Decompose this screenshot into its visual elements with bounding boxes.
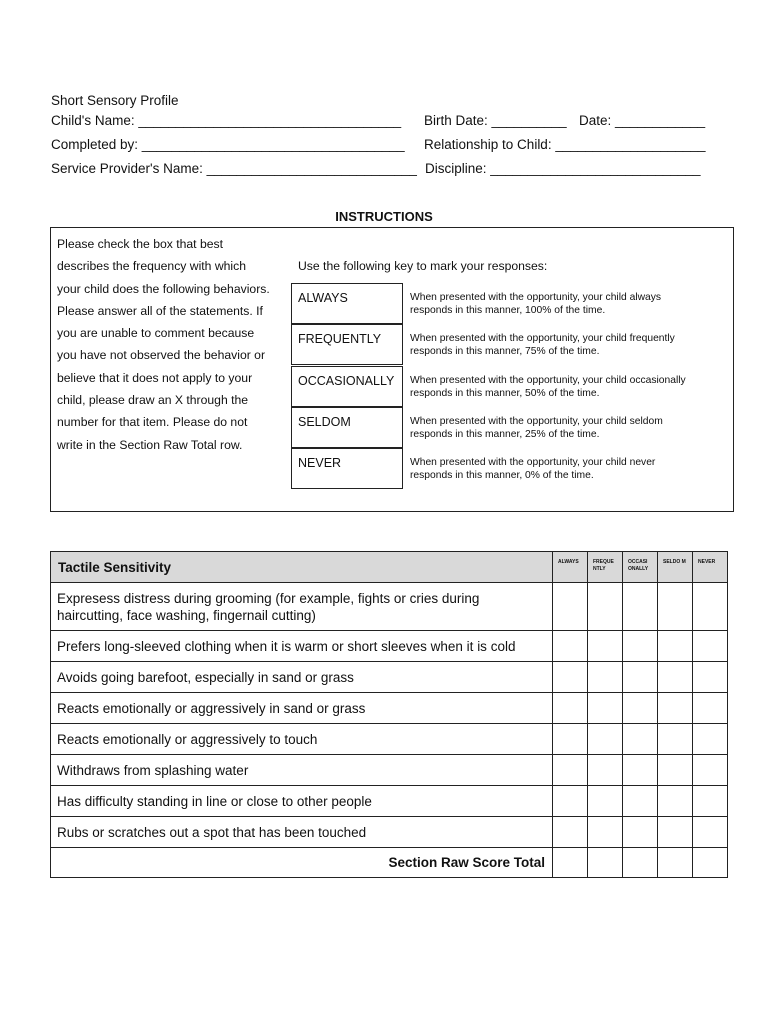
instructions-text — [57, 233, 282, 456]
response-checkbox[interactable] — [693, 817, 728, 848]
form-title: Short Sensory Profile — [51, 93, 179, 108]
response-checkbox[interactable] — [623, 662, 658, 693]
date-field[interactable]: Date: ____________ — [579, 113, 706, 128]
response-checkbox[interactable] — [588, 583, 623, 631]
instructions-line: number for that item. Please do not — [57, 415, 248, 430]
response-checkbox[interactable] — [693, 583, 728, 631]
table-header-row — [51, 552, 728, 583]
response-checkbox[interactable] — [623, 724, 658, 755]
total-cell — [553, 848, 588, 878]
response-checkbox[interactable] — [658, 724, 693, 755]
instructions-line: you are unable to comment because — [57, 326, 255, 341]
total-cell — [693, 848, 728, 878]
instructions-line: describes the frequency with which — [57, 259, 247, 274]
instructions-line: Please answer all of the statements. If — [57, 303, 263, 318]
response-checkbox[interactable] — [658, 662, 693, 693]
instructions-line: believe that it does not apply to your — [57, 370, 253, 385]
response-checkbox[interactable] — [693, 724, 728, 755]
key-description: When presented with the opportunity, your child frequently responds in this manner, 75% of the time. — [410, 333, 675, 357]
key-row-seldom — [291, 407, 711, 448]
key-label: NEVER — [291, 448, 403, 489]
response-checkbox[interactable] — [553, 786, 588, 817]
key-label: ALWAYS — [291, 283, 403, 324]
response-checkbox[interactable] — [623, 583, 658, 631]
instructions-box — [50, 227, 734, 512]
response-checkbox[interactable] — [623, 631, 658, 662]
instructions-line: child, please draw an X through the — [57, 393, 249, 408]
column-header-occasionally: OCCASI ONALLY — [623, 552, 658, 583]
item-text: Rubs or scratches out a spot that has been touched — [51, 817, 553, 848]
key-description: When presented with the opportunity, your child always responds in this manner, 100% of the time. — [410, 292, 662, 316]
key-row-frequently — [291, 324, 711, 365]
response-checkbox[interactable] — [658, 817, 693, 848]
response-checkbox[interactable] — [658, 693, 693, 724]
column-header-frequently: FREQUE NTLY — [588, 552, 623, 583]
response-checkbox[interactable] — [623, 755, 658, 786]
response-checkbox[interactable] — [588, 693, 623, 724]
key-label: FREQUENTLY — [291, 324, 403, 365]
childs-name-field[interactable]: Child's Name: ___________________________________ — [51, 113, 402, 128]
response-checkbox[interactable] — [623, 817, 658, 848]
item-text: Reacts emotionally or aggressively to touch — [51, 724, 553, 755]
total-cell — [588, 848, 623, 878]
completed-by-field[interactable]: Completed by: ___________________________________ — [51, 137, 405, 152]
table-row — [51, 631, 728, 662]
response-checkbox[interactable] — [658, 755, 693, 786]
response-checkbox[interactable] — [588, 786, 623, 817]
total-row — [51, 848, 728, 878]
relationship-field[interactable]: Relationship to Child: ____________________ — [424, 137, 706, 152]
instructions-line: your child does the following behaviors. — [57, 281, 270, 296]
table-row — [51, 817, 728, 848]
response-checkbox[interactable] — [553, 724, 588, 755]
instructions-line: you have not observed the behavior or — [57, 348, 266, 363]
table-row — [51, 786, 728, 817]
response-checkbox[interactable] — [693, 631, 728, 662]
response-checkbox[interactable] — [658, 631, 693, 662]
key-description: When presented with the opportunity, your child occasionally responds in this manner, 50% of the time. — [410, 375, 686, 399]
response-checkbox[interactable] — [553, 631, 588, 662]
item-text: Has difficulty standing in line or close to other people — [51, 786, 553, 817]
item-text: Withdraws from splashing water — [51, 755, 553, 786]
response-checkbox[interactable] — [623, 786, 658, 817]
key-description: When presented with the opportunity, your child seldom responds in this manner, 25% of the time. — [410, 416, 663, 440]
response-checkbox[interactable] — [588, 755, 623, 786]
response-checkbox[interactable] — [693, 786, 728, 817]
response-checkbox[interactable] — [588, 724, 623, 755]
section-title: Tactile Sensitivity — [51, 552, 553, 583]
total-cell — [623, 848, 658, 878]
response-checkbox[interactable] — [658, 786, 693, 817]
birth-date-field[interactable]: Birth Date: __________ — [424, 113, 567, 128]
table-row — [51, 583, 728, 631]
key-label: OCCASIONALLY — [291, 366, 403, 407]
tactile-sensitivity-table — [50, 551, 728, 878]
item-text: Reacts emotionally or aggressively in sand or grass — [51, 693, 553, 724]
key-row-always — [291, 283, 711, 324]
key-row-occasionally — [291, 366, 711, 407]
table-row — [51, 662, 728, 693]
instructions-line: write in the Section Raw Total row. — [57, 437, 243, 452]
response-checkbox[interactable] — [588, 631, 623, 662]
table-row — [51, 693, 728, 724]
column-header-never: NEVER — [693, 552, 728, 583]
table-row — [51, 724, 728, 755]
response-checkbox[interactable] — [588, 662, 623, 693]
response-checkbox[interactable] — [553, 817, 588, 848]
response-checkbox[interactable] — [553, 755, 588, 786]
key-label: SELDOM — [291, 407, 403, 448]
response-checkbox[interactable] — [693, 755, 728, 786]
response-checkbox[interactable] — [553, 662, 588, 693]
key-row-never — [291, 448, 711, 489]
item-text: Avoids going barefoot, especially in sand or grass — [51, 662, 553, 693]
response-checkbox[interactable] — [693, 693, 728, 724]
response-checkbox[interactable] — [553, 693, 588, 724]
instructions-line: Please check the box that best — [57, 237, 223, 251]
discipline-field[interactable]: Discipline: ____________________________ — [425, 161, 701, 176]
item-text: Expresess distress during grooming (for example, fights or cries during haircutting, face washing, fingernail cutting) — [51, 583, 553, 631]
response-checkbox[interactable] — [658, 583, 693, 631]
column-header-seldom: SELDO M — [658, 552, 693, 583]
key-description: When presented with the opportunity, your child never responds in this manner, 0% of the time. — [410, 457, 656, 481]
response-checkbox[interactable] — [553, 583, 588, 631]
key-intro: Use the following key to mark your responses: — [298, 259, 548, 273]
response-checkbox[interactable] — [623, 693, 658, 724]
item-text: Prefers long-sleeved clothing when it is warm or short sleeves when it is cold — [51, 631, 553, 662]
table-row — [51, 755, 728, 786]
response-checkbox[interactable] — [588, 817, 623, 848]
instructions-title: INSTRUCTIONS — [335, 209, 433, 224]
column-header-always: ALWAYS — [553, 552, 588, 583]
service-provider-field[interactable]: Service Provider's Name: ____________________________ — [51, 161, 417, 176]
response-checkbox[interactable] — [693, 662, 728, 693]
total-cell — [658, 848, 693, 878]
total-label: Section Raw Score Total — [51, 848, 553, 878]
